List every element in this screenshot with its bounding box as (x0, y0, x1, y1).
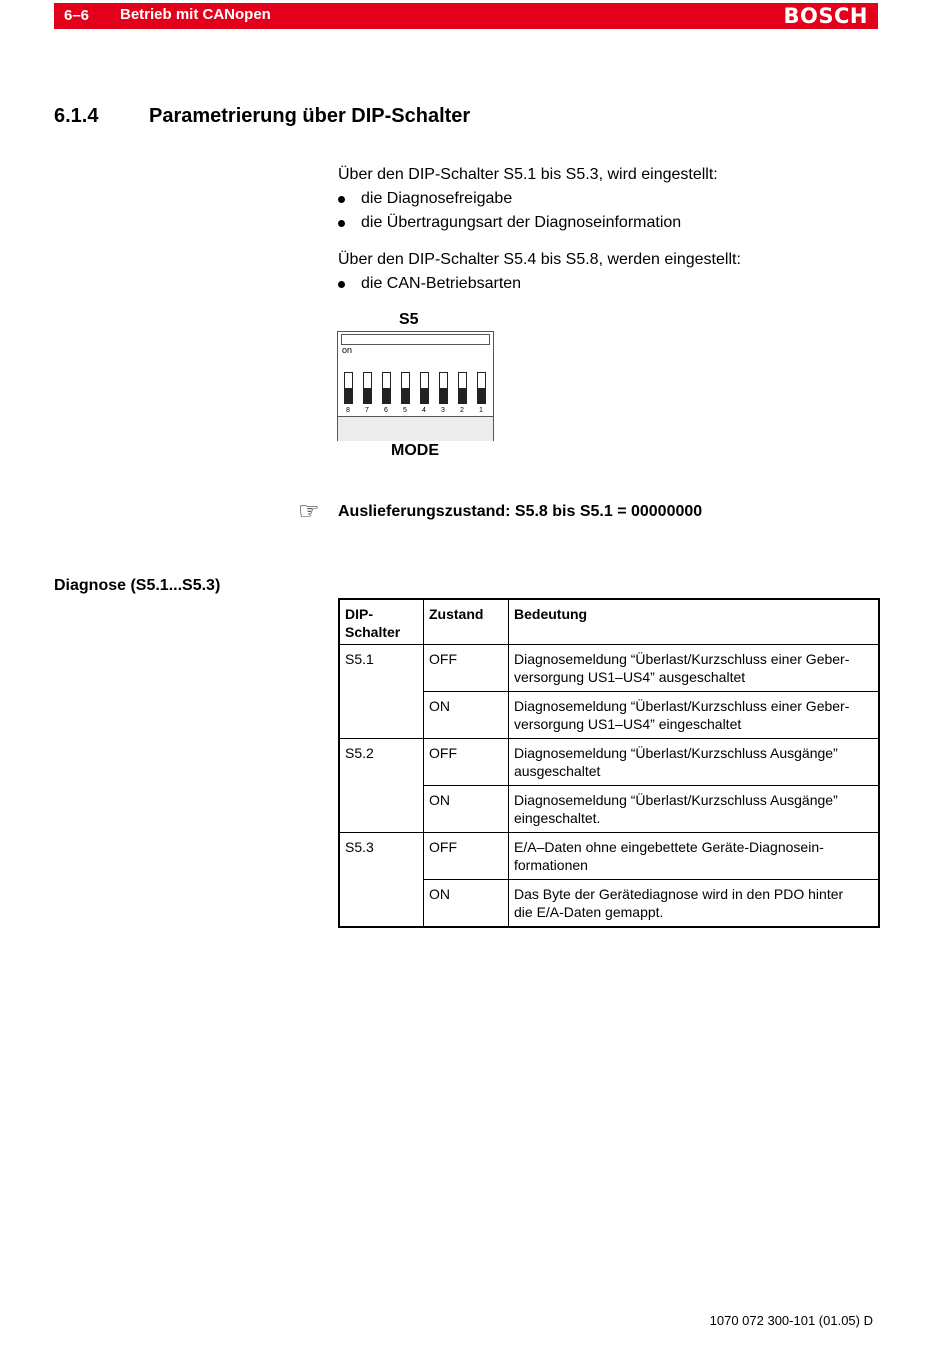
bullet-icon (338, 281, 345, 288)
meaning-cell: Diagnosemeldung “Überlast/Kurzschluss Ausgänge” eingeschaltet. (509, 786, 880, 833)
dip-on-label: on (342, 345, 353, 355)
dip-switch-toggle (382, 372, 391, 404)
state-cell: ON (424, 692, 509, 739)
state-cell: ON (424, 880, 509, 928)
table-header-row (339, 599, 879, 645)
list-item-text: die CAN-Betriebsarten (361, 275, 522, 292)
dip-switch-number: 3 (441, 407, 445, 414)
section-title: Parametrierung über DIP-Schalter (149, 105, 471, 127)
dip-switch-number: 8 (346, 407, 350, 414)
dip-switch-toggle (458, 372, 467, 404)
bullet-icon (338, 196, 345, 203)
dip-switch-name: S5 (399, 311, 419, 328)
dip-switch-base (338, 416, 493, 441)
dip-switch-number: 7 (365, 407, 369, 414)
dip-slot (341, 334, 490, 345)
dip-switch-knob (459, 388, 466, 403)
meaning-cell: E/A–Daten ohne eingebettete Geräte-Diagnosein- formationen (509, 833, 880, 880)
meaning-cell: Diagnosemeldung “Überlast/Kurzschluss einer Geber- versorgung US1–US4” eingeschaltet (509, 692, 880, 739)
intro-paragraph-2: Über den DIP-Schalter S5.4 bis S5.8, werden eingestellt: (338, 251, 741, 268)
chapter-title: Betrieb mit CANopen (120, 6, 271, 23)
dip-switch-toggle (420, 372, 429, 404)
dip-switch-number: 2 (460, 407, 464, 414)
dip-switch-knob (421, 388, 428, 403)
dip-switch-number: 1 (479, 407, 483, 414)
column-header-meaning: Bedeutung (509, 599, 880, 645)
delivery-state-note: Auslieferungszustand: S5.8 bis S5.1 = 00000000 (338, 503, 703, 520)
meaning-cell: Diagnosemeldung “Überlast/Kurzschluss einer Geber- versorgung US1–US4” ausgeschaltet (509, 645, 880, 692)
switch-cell: S5.1 (339, 645, 424, 739)
dip-switch-knob (402, 388, 409, 403)
column-header-state: Zustand (424, 599, 509, 645)
dip-switch-toggle (401, 372, 410, 404)
dip-switch-diagram (337, 331, 494, 441)
page-header (54, 3, 878, 29)
dip-switch-knob (440, 388, 447, 403)
dip-switch-toggle (439, 372, 448, 404)
page-number: 6–6 (64, 7, 90, 24)
dip-switch-number: 6 (384, 407, 388, 414)
dip-switch-toggle (344, 372, 353, 404)
dip-switch-knob (364, 388, 371, 403)
dip-switch-knob (383, 388, 390, 403)
state-cell: OFF (424, 739, 509, 786)
dip-switch-toggle (363, 372, 372, 404)
meaning-cell: Das Byte der Gerätediagnose wird in den PDO hinter die E/A-Daten gemappt. (509, 880, 880, 928)
state-cell: OFF (424, 833, 509, 880)
switch-cell: S5.2 (339, 739, 424, 833)
list-item-text: die Diagnosefreigabe (361, 190, 513, 207)
meaning-cell: Diagnosemeldung “Überlast/Kurzschluss Ausgänge” ausgeschaltet (509, 739, 880, 786)
diagnose-table (338, 598, 880, 928)
table-row (339, 645, 879, 692)
dip-mode-label: MODE (391, 442, 439, 459)
dip-switch-number: 5 (403, 407, 407, 414)
table-row (339, 833, 879, 880)
pointing-hand-icon: ☞ (298, 498, 320, 525)
intro-paragraph-1: Über den DIP-Schalter S5.1 bis S5.3, wird eingestellt: (338, 166, 718, 183)
bosch-logo: BOSCH (783, 4, 868, 28)
bullet-icon (338, 220, 345, 227)
dip-switch-number: 4 (422, 407, 426, 414)
diagnose-heading: Diagnose (S5.1...S5.3) (54, 577, 221, 594)
dip-switch-toggle (477, 372, 486, 404)
document-number: 1070 072 300-101 (01.05) D (709, 1313, 873, 1328)
list-item-text: die Übertragungsart der Diagnoseinformation (361, 214, 682, 231)
dip-switch-knob (345, 388, 352, 403)
state-cell: ON (424, 786, 509, 833)
dip-switch-knob (478, 388, 485, 403)
section-number: 6.1.4 (54, 105, 99, 127)
column-header-dip: DIP- Schalter (339, 599, 424, 645)
table-row (339, 739, 879, 786)
state-cell: OFF (424, 645, 509, 692)
switch-cell: S5.3 (339, 833, 424, 928)
